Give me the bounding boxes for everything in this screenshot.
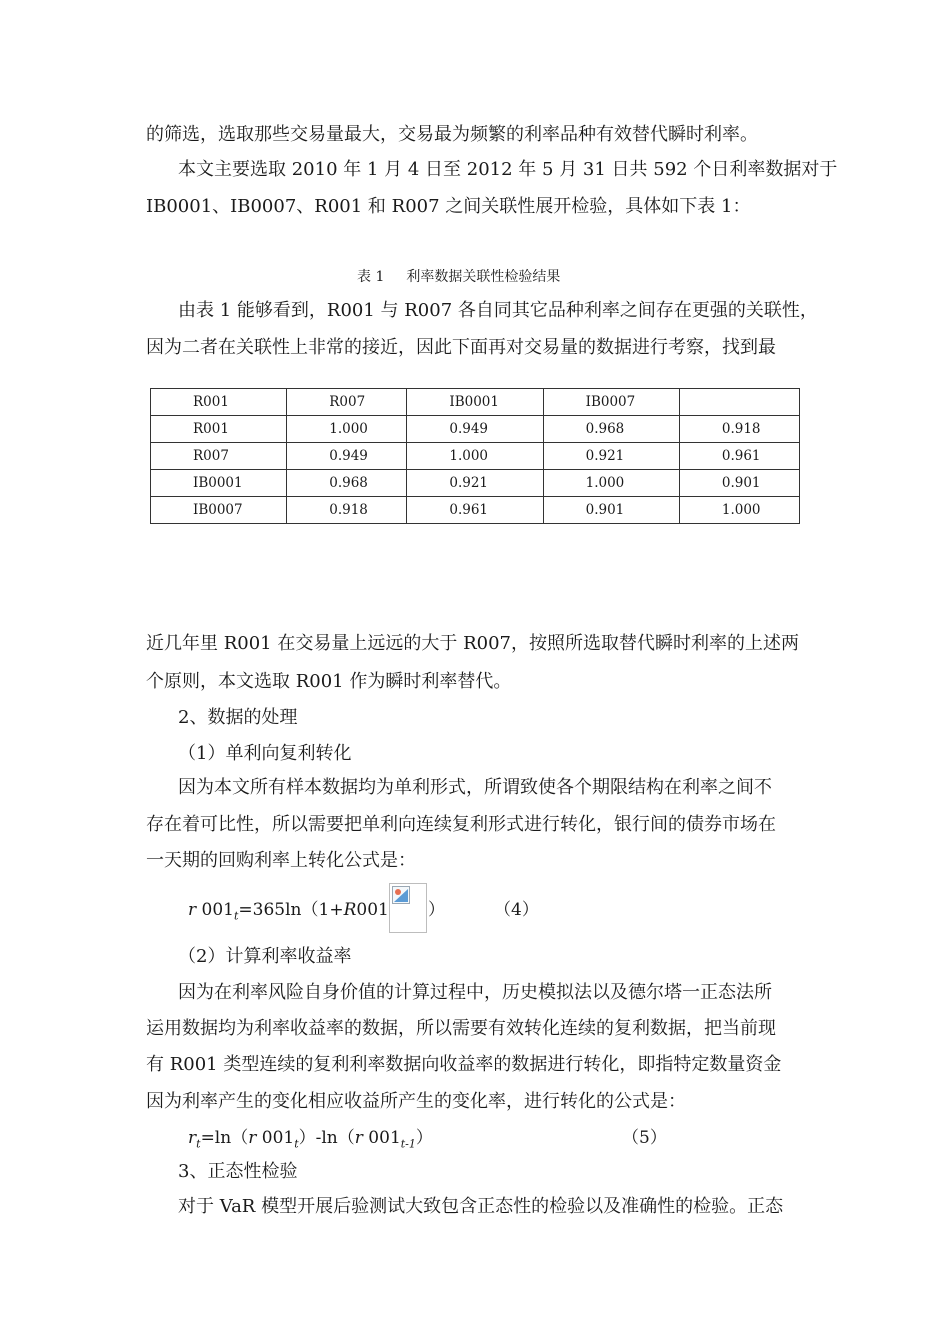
section-heading: 2、数据的处理 bbox=[178, 707, 298, 728]
table-header-cell bbox=[679, 389, 799, 416]
caption-text: 利率数据关联性检验结果 bbox=[406, 269, 561, 285]
caption-label: 表 1 bbox=[357, 269, 385, 285]
table-header-cell: IB0001 bbox=[407, 389, 543, 416]
table-cell: 0.968 bbox=[287, 470, 407, 497]
table-caption bbox=[357, 266, 582, 286]
equation-5-number: （5） bbox=[622, 1128, 667, 1148]
paragraph-line: IB0001、IB0007、R001 和 R007 之间关联性展开检验，具体如下表 1： bbox=[146, 196, 751, 217]
table-cell: 1.000 bbox=[543, 470, 679, 497]
table-cell: 0.901 bbox=[543, 497, 679, 524]
subsection-heading: （2）计算利率收益率 bbox=[178, 946, 352, 967]
table-cell: 0.901 bbox=[679, 470, 799, 497]
table-cell: 0.918 bbox=[287, 497, 407, 524]
paragraph-line: 由表 1 能够看到，R001 与 R007 各自同其它品种利率之间存在更强的关联性， bbox=[178, 300, 818, 321]
equation-4-number: （4） bbox=[494, 900, 539, 920]
table-cell: R007 bbox=[151, 443, 287, 470]
table-cell: 0.921 bbox=[407, 470, 543, 497]
table-cell: IB0007 bbox=[151, 497, 287, 524]
table-cell: 1.000 bbox=[407, 443, 543, 470]
table-header-cell: R007 bbox=[287, 389, 407, 416]
table-cell: 0.968 bbox=[543, 416, 679, 443]
equation-5: $r_t=\ln(r$ $001_t)-\ln(r$ $001_{t-1}$） bbox=[188, 1128, 433, 1151]
table-cell: 0.918 bbox=[679, 416, 799, 443]
table-cell: 0.949 bbox=[407, 416, 543, 443]
paragraph-line: 因为二者在关联性上非常的接近，因此下面再对交易量的数据进行考察，找到最 bbox=[146, 337, 776, 358]
table-cell: 0.921 bbox=[543, 443, 679, 470]
paragraph-line: 一天期的回购利率上转化公式是： bbox=[146, 850, 416, 871]
correlation-table bbox=[150, 388, 800, 524]
table-row bbox=[151, 497, 800, 524]
paragraph-line: 近几年里 R001 在交易量上远远的大于 R007，按照所选取替代瞬时利率的上述两 bbox=[146, 633, 799, 654]
broken-image-icon bbox=[389, 883, 427, 933]
table-row bbox=[151, 470, 800, 497]
paragraph-line: 存在着可比性，所以需要把单利向连续复利形式进行转化，银行间的债券市场在 bbox=[146, 814, 776, 835]
table-cell: 1.000 bbox=[679, 497, 799, 524]
table-cell: IB0001 bbox=[151, 470, 287, 497]
paragraph-line: 对于 VaR 模型开展后验测试大致包含正态性的检验以及准确性的检验。正态 bbox=[178, 1196, 784, 1217]
paragraph-line: 运用数据均为利率收益率的数据，所以需要有效转化连续的复利数据，把当前现 bbox=[146, 1018, 776, 1039]
table-cell: R001 bbox=[151, 416, 287, 443]
table-row bbox=[151, 416, 800, 443]
table-header-cell: IB0007 bbox=[543, 389, 679, 416]
paragraph-line: 因为利率产生的变化相应收益所产生的变化率，进行转化的公式是： bbox=[146, 1091, 686, 1112]
table-cell: 0.961 bbox=[407, 497, 543, 524]
equation-4: r $001_t=365\ln(1+R001$ bbox=[188, 900, 389, 923]
table-cell: 1.000 bbox=[287, 416, 407, 443]
table-cell: 0.961 bbox=[679, 443, 799, 470]
subsection-heading: （1）单利向复利转化 bbox=[178, 743, 352, 764]
table-header-row bbox=[151, 389, 800, 416]
section-heading: 3、正态性检验 bbox=[178, 1161, 298, 1182]
table-cell: 0.949 bbox=[287, 443, 407, 470]
paragraph-line: 个原则，本文选取 R001 作为瞬时利率替代。 bbox=[146, 671, 512, 692]
paragraph-line: 本文主要选取 2010 年 1 月 4 日至 2012 年 5 月 31 日共 592 个日利率数据对于 bbox=[178, 159, 838, 180]
paragraph-line: 因为在利率风险自身价值的计算过程中，历史模拟法以及德尔塔一正态法所 bbox=[178, 982, 772, 1003]
paragraph-line: 有 R001 类型连续的复利利率数据向收益率的数据进行转化，即指特定数量资金 bbox=[146, 1054, 782, 1075]
table-header-cell: R001 bbox=[151, 389, 287, 416]
paragraph-line: 因为本文所有样本数据均为单利形式，所谓致使各个期限结构在利率之间不 bbox=[178, 777, 772, 798]
table-row bbox=[151, 443, 800, 470]
paragraph-line: 的筛选，选取那些交易量最大，交易最为频繁的利率品种有效替代瞬时利率。 bbox=[146, 124, 758, 145]
equation-4-close: ） bbox=[428, 900, 445, 920]
